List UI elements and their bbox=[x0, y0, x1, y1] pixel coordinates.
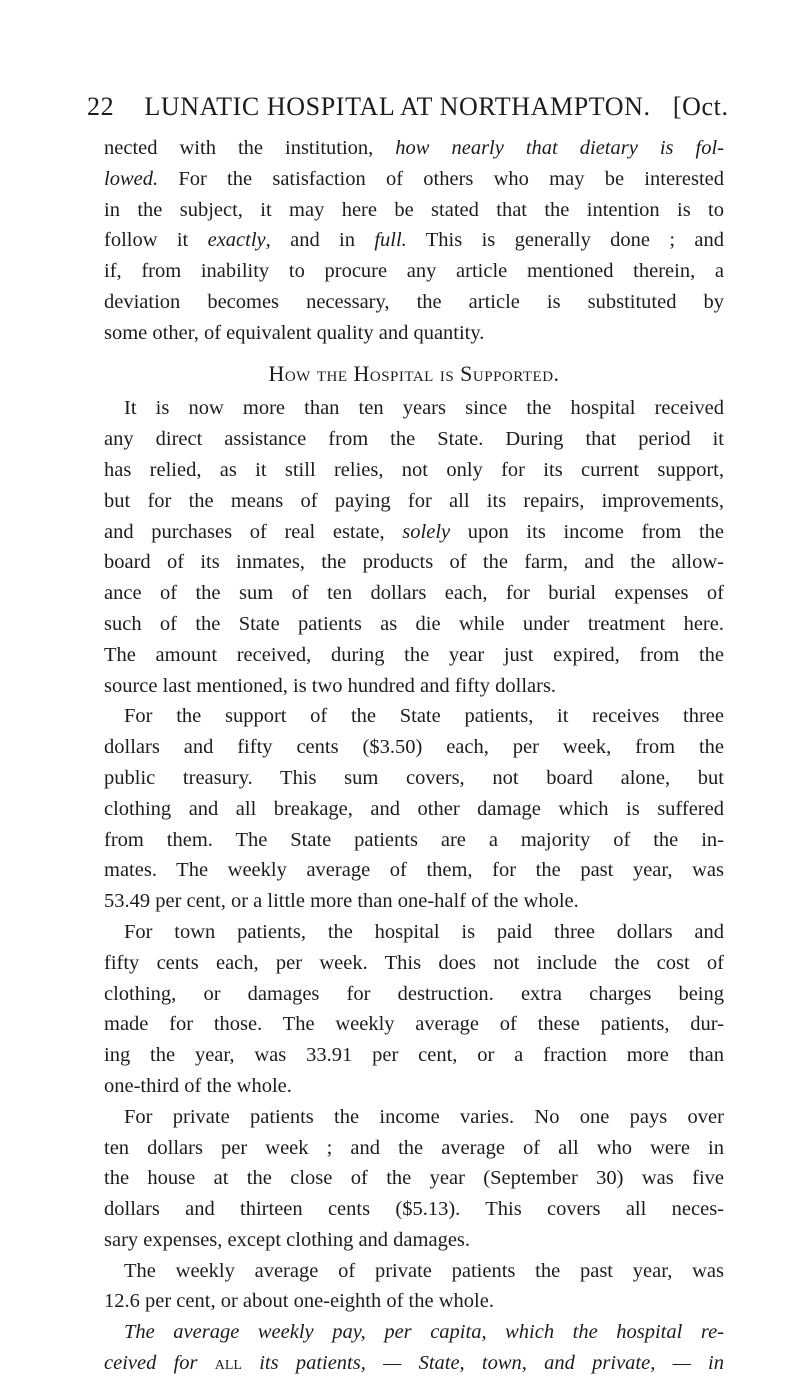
text-line: The average weekly pay, per capita, which the hospital re- bbox=[124, 1321, 724, 1344]
running-header bbox=[87, 92, 742, 122]
paragraph-private-average bbox=[104, 1256, 724, 1318]
paragraph-private-patients bbox=[104, 1102, 724, 1256]
text-line: deviation becomes necessary, the article is substituted by bbox=[104, 290, 724, 313]
text-line: follow it exactly, and in full. This is generally done ; and bbox=[104, 229, 725, 252]
text-line: nected with the institution, how nearly that dietary is fol- bbox=[104, 137, 724, 159]
text-line: lowed. For the satisfaction of others who may be interested bbox=[104, 167, 724, 190]
text-line: public treasury. This sum covers, not board alone, but bbox=[104, 766, 724, 789]
text-line: The weekly average of private patients the past year, was bbox=[124, 1259, 724, 1282]
text-line: from them. The State patients are a majority of the in- bbox=[104, 828, 724, 851]
text-line: dollars and fifty cents ($3.50) each, per week, from the bbox=[104, 736, 724, 759]
text-line: and purchases of real estate, solely upon its income from the bbox=[104, 520, 724, 543]
text-line: board of its inmates, the products of the farm, and the allow- bbox=[104, 551, 724, 574]
text-line: sary expenses, except clothing and damages. bbox=[104, 1228, 471, 1251]
text-line: such of the State patients as die while under treatment here. bbox=[104, 612, 724, 635]
text-line: ance of the sum of ten dollars each, for burial expenses of bbox=[104, 582, 724, 605]
body-text bbox=[104, 133, 724, 1379]
running-title: LUNATIC HOSPITAL AT NORTHAMPTON. bbox=[144, 92, 651, 121]
text-line: The amount received, during the year just expired, from the bbox=[104, 643, 724, 666]
text-line: clothing, or damages for destruction. extra charges being bbox=[104, 982, 724, 1005]
page-number: 22 bbox=[87, 92, 115, 121]
text-line: in the subject, it may here be stated that the intention is to bbox=[104, 198, 724, 221]
text-line: For private patients the income varies. No one pays over bbox=[124, 1105, 724, 1128]
text-line: one-third of the whole. bbox=[104, 1074, 292, 1097]
text-line: 12.6 per cent, or about one-eighth of the whole. bbox=[104, 1290, 494, 1313]
paragraph-support bbox=[104, 393, 724, 701]
date-mark: [Oct. bbox=[672, 92, 729, 121]
paragraph-weekly-pay bbox=[104, 1317, 724, 1379]
paragraph-dietary bbox=[104, 133, 724, 349]
text-line: source last mentioned, is two hundred and fifty dollars. bbox=[104, 674, 557, 697]
text-line: fifty cents each, per week. This does not include the cost of bbox=[104, 951, 724, 974]
text-line: ten dollars per week ; and the average of all who were in bbox=[104, 1136, 724, 1159]
text-line: ing the year, was 33.91 per cent, or a fraction more than bbox=[104, 1044, 724, 1067]
text-line: For town patients, the hospital is paid three dollars and bbox=[124, 920, 724, 943]
text-line: some other, of equivalent quality and quantity. bbox=[104, 321, 485, 344]
text-line: clothing and all breakage, and other damage which is suffered bbox=[104, 797, 724, 820]
text-line: For the support of the State patients, it receives three bbox=[124, 705, 724, 728]
text-line: made for those. The weekly average of these patients, dur- bbox=[104, 1013, 724, 1036]
text-line: It is now more than ten years since the hospital received bbox=[124, 397, 724, 420]
text-line: but for the means of paying for all its repairs, improvements, bbox=[104, 489, 724, 512]
section-heading: How the Hospital is Supported. bbox=[268, 360, 560, 386]
text-line: any direct assistance from the State. During that period it bbox=[104, 428, 724, 451]
text-line: mates. The weekly average of them, for the past year, was bbox=[104, 859, 724, 882]
paragraph-state-patients bbox=[104, 701, 724, 917]
text-line: 53.49 per cent, or a little more than one-half of the whole. bbox=[104, 890, 579, 913]
text-line: ceived for all its patients, — State, town, and private, — in bbox=[104, 1352, 725, 1375]
text-line: dollars and thirteen cents ($5.13). This covers all neces- bbox=[104, 1198, 724, 1221]
text-line: the house at the close of the year (September 30) was five bbox=[104, 1167, 724, 1190]
text-line: if, from inability to procure any article mentioned therein, a bbox=[104, 260, 724, 283]
paragraph-town-patients bbox=[104, 917, 724, 1102]
text-line: has relied, as it still relies, not only for its current support, bbox=[104, 458, 724, 481]
